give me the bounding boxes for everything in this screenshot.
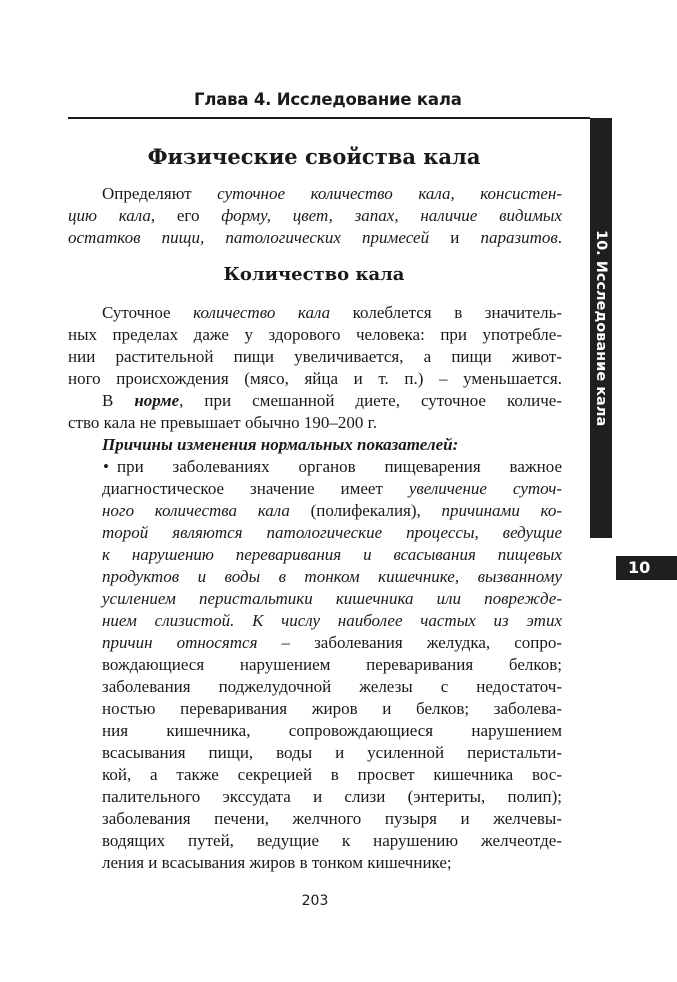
text-line: заболевания печени, желчного пузыря и желчевы- bbox=[102, 809, 562, 828]
text-line: водящих путей, ведущие к нарушению желчеотде- bbox=[102, 831, 562, 850]
text-line bbox=[68, 227, 562, 249]
chapter-number-tab: 10 bbox=[616, 556, 677, 580]
text-run: , его bbox=[150, 206, 222, 225]
text-run: . bbox=[557, 228, 562, 247]
emphasis: причинами ко- bbox=[441, 501, 563, 520]
text-line: при заболеваниях органов пищеварения важное bbox=[117, 457, 562, 476]
text-line: нием слизистой. К числу наиболее частых из этих bbox=[102, 611, 562, 630]
side-chapter-tab-label: 10. Исследование кала bbox=[593, 230, 609, 427]
text-line: продуктов и воды в тонком кишечнике, вызванному bbox=[102, 567, 562, 586]
text-run: диагностическое значение имеет bbox=[102, 479, 409, 498]
text-line: ностью переваривания жиров и белков; заболева- bbox=[102, 699, 562, 718]
text-line: заболевания поджелудочной железы с недостаточ- bbox=[102, 677, 562, 696]
bullet-icon: • bbox=[103, 457, 109, 476]
emphasis: увеличение суточ- bbox=[408, 479, 562, 498]
emphasis: причин относятся bbox=[102, 633, 258, 652]
emphasis: паразитов bbox=[480, 228, 558, 247]
text-line: всасывания пищи, воды и усиленной перистальти- bbox=[102, 743, 562, 762]
emphasis: ного количества кала bbox=[102, 501, 290, 520]
text-run: Определяют bbox=[102, 184, 218, 203]
text-run: (полифекалия), bbox=[289, 501, 442, 520]
text-line: ство кала не превышает обычно 190–200 г. bbox=[68, 413, 377, 432]
text-line: ления и всасывания жиров в тонком кишечнике; bbox=[102, 853, 452, 872]
emphasis: форму, цвет, запах, наличие видимых bbox=[221, 206, 562, 225]
text-line: вождающиеся нарушением переваривания белков; bbox=[102, 655, 562, 674]
running-head-rule bbox=[68, 117, 590, 119]
text-line: ния кишечника, сопровождающиеся нарушением bbox=[102, 721, 562, 740]
emphasis: количество кала bbox=[193, 303, 331, 322]
page-number: 203 bbox=[301, 893, 329, 909]
causes-heading: Причины изменения нормальных показателей: bbox=[102, 435, 459, 454]
text-run: Суточное bbox=[102, 303, 194, 322]
text-run: В bbox=[102, 391, 135, 410]
emphasis: суточное количество кала, консистен- bbox=[217, 184, 562, 203]
text-line: палительного экссудата и слизи (энтериты, полип); bbox=[102, 787, 562, 806]
strong-emphasis: норме bbox=[134, 391, 180, 410]
text-run: колеблется в значитель- bbox=[330, 303, 562, 322]
text-line: кой, а также секрецией в просвет кишечника вос- bbox=[102, 765, 562, 784]
running-head: Глава 4. Исследование кала bbox=[194, 90, 462, 109]
text-line: к нарушению переваривания и всасывания пищевых bbox=[102, 545, 562, 564]
text-line bbox=[102, 183, 562, 205]
text-line bbox=[102, 632, 562, 654]
section-title: Количество кала bbox=[223, 264, 405, 285]
text-run: , при смешанной диете, суточное количе- bbox=[179, 391, 562, 410]
text-run: – заболевания желудка, сопро- bbox=[257, 633, 562, 652]
emphasis: цию кала bbox=[68, 206, 151, 225]
text-line bbox=[102, 500, 562, 522]
text-line bbox=[102, 302, 562, 324]
text-line: нии растительной пищи увеличивается, а пищи живот- bbox=[68, 347, 562, 366]
text-line: ных пределах даже у здорового человека: при употребле- bbox=[68, 325, 562, 344]
text-line: торой являются патологические процессы, ведущие bbox=[102, 523, 562, 542]
text-line bbox=[68, 205, 562, 227]
page-title: Физические свойства кала bbox=[147, 144, 481, 169]
text-run: и bbox=[429, 228, 481, 247]
text-line: усилением перистальтики кишечника или поврежде- bbox=[102, 589, 562, 608]
emphasis: остатков пищи, патологических примесей bbox=[68, 228, 430, 247]
text-line: ного происхождения (мясо, яйца и т. п.) – уменьшается. bbox=[68, 369, 562, 388]
text-line bbox=[102, 390, 562, 412]
text-line bbox=[102, 478, 562, 500]
